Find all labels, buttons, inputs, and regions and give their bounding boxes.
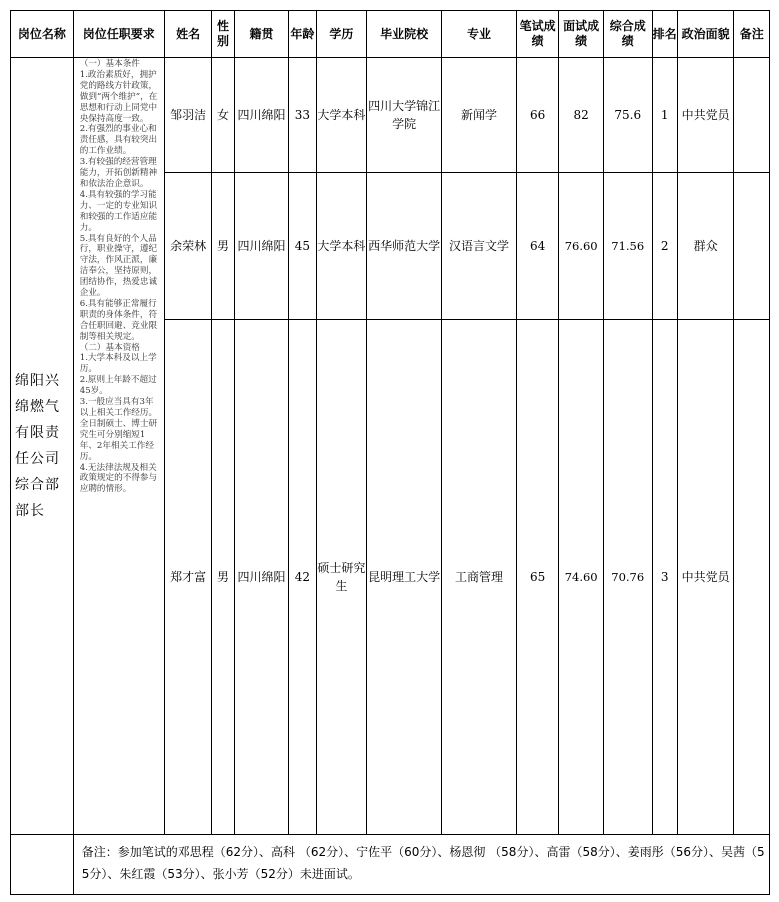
candidate-school: 四川大学锦江学院 (367, 58, 442, 173)
header-row (11, 11, 770, 58)
note-row (11, 835, 770, 895)
header-interview: 面试成绩 (559, 11, 604, 58)
candidate-composite-score: 70.76 (603, 320, 652, 835)
candidate-education: 大学本科 (316, 173, 367, 320)
candidate-name: 郑才富 (164, 320, 212, 835)
candidate-political-status: 中共党员 (677, 320, 734, 835)
requirement-item: 3.有较强的经营管理能力，开拓创新精神和依法治企意识。 (79, 157, 158, 189)
requirement-item: 4.具有较强的学习能力、一定的专业知识和较强的工作适应能力。 (79, 189, 158, 233)
candidate-education: 硕士研究生 (316, 320, 367, 835)
candidate-age: 42 (289, 320, 316, 835)
header-age: 年龄 (289, 11, 316, 58)
requirement-item: 4.无法律法规及相关政策规定的不得参与应聘的情形。 (79, 462, 158, 495)
note-blank-cell (11, 835, 74, 895)
candidate-age: 33 (289, 58, 316, 173)
requirement-item: 6.具有能够正常履行职责的身体条件，符合任职回避、竞业限制等相关规定。 (79, 298, 158, 342)
candidate-major: 新闻学 (442, 58, 517, 173)
candidate-gender: 男 (212, 320, 234, 835)
requirement-item: 1.政治素质好，拥护党的路线方针政策，做到“两个维护”，在思想和行动上同党中央保持高度一致。 (79, 69, 158, 124)
requirement-item: （二）基本资格 (79, 342, 140, 353)
candidate-origin: 四川绵阳 (234, 173, 289, 320)
candidate-origin: 四川绵阳 (234, 320, 289, 835)
candidate-origin: 四川绵阳 (234, 58, 289, 173)
candidate-composite-score: 75.6 (603, 58, 652, 173)
requirement-item: 5.具有良好的个人品行，职业操守，遵纪守法，作风正派，廉洁奉公，坚持原则，团结协作，热爱忠诚企业。 (79, 233, 158, 299)
position-name: 绵阳兴绵燃气有限责任公司综合部部长 (11, 58, 74, 835)
header-remarks: 备注 (734, 11, 770, 58)
requirement-item: 2.有强烈的事业心和责任感，具有较突出的工作业绩。 (79, 124, 158, 157)
candidate-political-status: 中共党员 (677, 58, 734, 173)
header-name: 姓名 (164, 11, 212, 58)
header-education: 学历 (316, 11, 367, 58)
candidate-rank: 2 (652, 173, 677, 320)
candidate-rank: 1 (652, 58, 677, 173)
header-school: 毕业院校 (367, 11, 442, 58)
candidate-major: 汉语言文学 (442, 173, 517, 320)
header-gender: 性别 (212, 11, 234, 58)
candidate-name: 邹羽洁 (164, 58, 212, 173)
candidate-school: 昆明理工大学 (367, 320, 442, 835)
candidate-written-score: 66 (516, 58, 559, 173)
header-written: 笔试成绩 (516, 11, 559, 58)
candidate-interview-score: 76.60 (559, 173, 604, 320)
candidate-gender: 男 (212, 173, 234, 320)
candidate-school: 西华师范大学 (367, 173, 442, 320)
candidate-political-status: 群众 (677, 173, 734, 320)
candidate-remarks (734, 320, 770, 835)
requirement-item: 2.原则上年龄不超过45岁。 (79, 375, 157, 397)
candidate-education: 大学本科 (316, 58, 367, 173)
header-major: 专业 (442, 11, 517, 58)
header-rank: 排名 (652, 11, 677, 58)
candidate-gender: 女 (212, 58, 234, 173)
header-requirements: 岗位任职要求 (73, 11, 164, 58)
header-origin: 籍贯 (234, 11, 289, 58)
requirement-item: 1.大学本科及以上学历。 (79, 353, 157, 375)
candidate-name: 余荣林 (164, 173, 212, 320)
candidate-composite-score: 71.56 (603, 173, 652, 320)
note-text: 备注：参加笔试的邓思程（62分）、高科 （62分）、宁佐平（60分）、杨恩彻 （58分）、高雷（58分）、姜雨彤（56分）、吴茜（55分）、朱红霞（53分）、张小芳（52分）未进面试。 (73, 835, 769, 895)
candidate-major: 工商管理 (442, 320, 517, 835)
table-row (11, 58, 770, 173)
candidate-remarks (734, 173, 770, 320)
candidate-interview-score: 82 (559, 58, 604, 173)
candidate-written-score: 64 (516, 173, 559, 320)
header-political: 政治面貌 (677, 11, 734, 58)
candidate-remarks (734, 58, 770, 173)
candidate-interview-score: 74.60 (559, 320, 604, 835)
candidate-rank: 3 (652, 320, 677, 835)
requirement-item: （一）基本条件 (79, 59, 140, 69)
candidate-age: 45 (289, 173, 316, 320)
position-requirements (73, 58, 164, 835)
results-table (10, 10, 770, 895)
requirement-item: 3.一般应当具有3年以上相关工作经历。全日制硕士、博士研究生可分别缩短1年、2年相关工作经历。 (79, 397, 158, 462)
candidate-written-score: 65 (516, 320, 559, 835)
header-position: 岗位名称 (11, 11, 74, 58)
header-composite: 综合成绩 (603, 11, 652, 58)
